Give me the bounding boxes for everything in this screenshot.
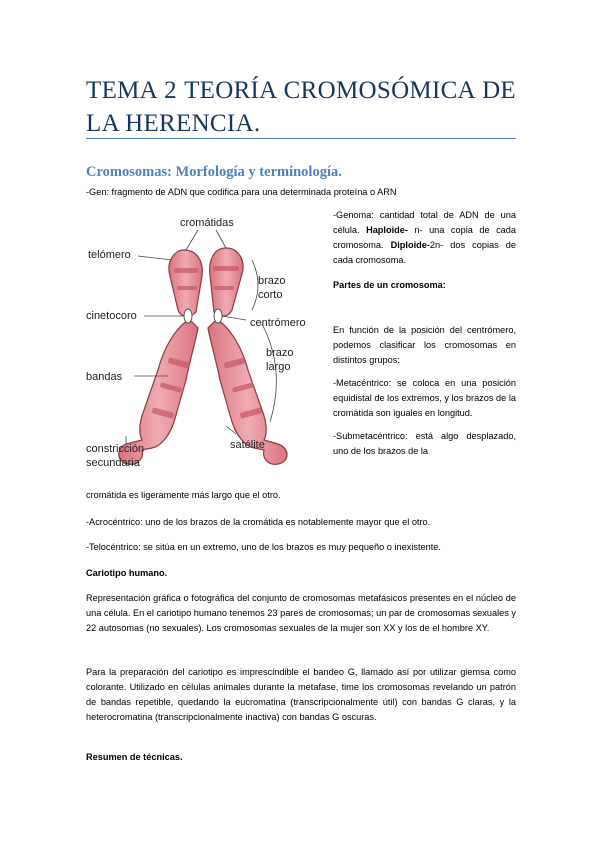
- page-title: [86, 74, 516, 140]
- title-line-2: LA HERENCIA.: [86, 110, 261, 137]
- cariotipo-paragraph-2: Para la preparación del cariotipo es imprescindible el bandeo G, llamado así por utilizar giemsa como colorante. Utilizado en células animales durante la metafase, time los cromosomas revelando un patrón de bandas repetible, quedando la eucromatina (transcripcionalmente útil) con bandas G claras, y la heterocromatina (transcripcionalmente inactiva) con bandas G oscuras.: [86, 667, 516, 722]
- label-brazo-largo-2: largo: [266, 361, 291, 373]
- label-brazo-corto-2: corto: [258, 289, 283, 301]
- kinetochore-right: [214, 309, 222, 323]
- right-column: [333, 208, 516, 459]
- cariotipo-paragraph-1: Representación gráfica o fotográfica del conjunto de cromosomas metafásicos presentes en el núcleo de una célula. En el cariotipo humano tenemos 23 pares de cromosomas; un par de cromosomas sexuales y 22 autosomas (no sexuales). Los cromosomas sexuales de la mujer son XX y los de el hombre XY.: [86, 593, 517, 633]
- metacentrico-paragraph: -Metacéntrico: se coloca en una posición equidistal de los extremos, y los brazos de la cromátida son iguales en longitud.: [333, 378, 516, 418]
- submetacentrico-paragraph: -Submetacéntrico: está algo desplazado, uno de los brazos de la: [333, 431, 516, 456]
- label-centromero: centrómero: [250, 317, 306, 329]
- resumen-heading: Resumen de técnicas.: [86, 752, 183, 762]
- partes-heading: Partes de un cromosoma:: [333, 280, 446, 290]
- genoma-definition: -Genoma: cantidad total de ADN de una célula. Haploide- n- una copia de cada cromosoma. Diploide-2n- dos copias de cada cromosoma.: [333, 210, 516, 265]
- gen-definition: -Gen: fragmento de ADN que codifica para una determinada proteína o ARN: [86, 187, 397, 197]
- telocentrico-paragraph: -Telocéntrico: se sitúa en un extremo, uno de los brazos es muy pequeño o inexistente.: [86, 542, 441, 552]
- label-constriccion-2: secundaria: [86, 457, 140, 469]
- upper-left-arm: [169, 250, 202, 316]
- upper-right-arm: [210, 248, 243, 316]
- label-cinetocoro: cinetocoro: [86, 310, 137, 322]
- section-heading-cromosomas: Cromosomas: Morfología y terminología.: [86, 164, 342, 180]
- label-satelite: satélite: [230, 439, 265, 451]
- title-line-1: TEMA 2 TEORÍA CROMOSÓMICA DE: [86, 77, 516, 104]
- label-brazo-largo-1: brazo: [266, 347, 294, 359]
- cariotipo-heading: Cariotipo humano.: [86, 568, 168, 578]
- label-brazo-corto-1: brazo: [258, 275, 286, 287]
- chromosome-diagram: [86, 210, 326, 486]
- label-bandas: bandas: [86, 371, 123, 383]
- label-cromatidas: cromátidas: [180, 217, 234, 229]
- kinetochore: [184, 309, 192, 323]
- label-constriccion-1: constricción: [86, 443, 145, 455]
- funcion-paragraph: En función de la posición del centrómero, podemos clasificar los cromosomas en distintos grupos:: [333, 325, 516, 365]
- title-divider: [86, 138, 516, 139]
- label-telomero: telómero: [88, 249, 131, 261]
- acrocentrico-paragraph: -Acrocéntrico: uno de los brazos de la cromátida es notablemente mayor que el otro.: [86, 517, 431, 527]
- submetacentrico-continuation: cromátida es ligeramente más largo que el otro.: [86, 490, 281, 500]
